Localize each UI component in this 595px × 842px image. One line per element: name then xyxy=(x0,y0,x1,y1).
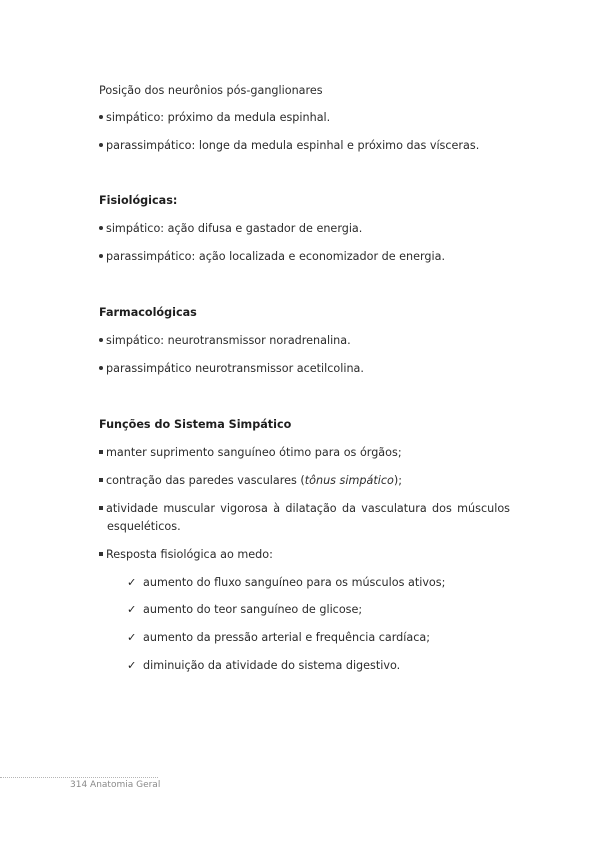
bullet-dot-icon xyxy=(99,115,103,119)
list-item-continuation: esqueléticos. xyxy=(107,520,181,533)
section-heading-fisiologicas: Fisiológicas: xyxy=(99,194,178,207)
checkmark-icon: ✓ xyxy=(127,631,137,644)
check-item: ✓ aumento do fluxo sanguíneo para os músculos ativos; xyxy=(127,576,446,589)
checkmark-icon: ✓ xyxy=(127,659,137,672)
list-item: parassimpático: longe da medula espinhal e próximo das vísceras. xyxy=(99,139,479,153)
bullet-dot-icon xyxy=(99,338,103,342)
section-heading-funcoes: Funções do Sistema Simpático xyxy=(99,418,292,431)
check-item: ✓ aumento da pressão arterial e frequência cardíaca; xyxy=(127,631,431,644)
intro-title: Posição dos neurônios pós-ganglionares xyxy=(99,84,323,97)
check-item: ✓ diminuição da atividade do sistema digestivo. xyxy=(127,659,401,672)
bullet-dot-icon xyxy=(99,366,103,370)
list-item: parassimpático neurotransmissor acetilcolina. xyxy=(99,362,364,376)
list-item: simpático: ação difusa e gastador de energia. xyxy=(99,222,362,236)
list-item: Resposta fisiológica ao medo: xyxy=(99,548,273,562)
list-item: atividade muscular vigorosa à dilatação da vasculatura dos músculos xyxy=(99,500,510,517)
page-footer: 314 Anatomia Geral xyxy=(70,780,161,790)
list-item: contração das paredes vasculares (tônus simpático); xyxy=(99,474,402,488)
bullet-dot-icon xyxy=(99,254,103,258)
bullet-dot-icon xyxy=(99,226,103,230)
list-item: simpático: próximo da medula espinhal. xyxy=(99,111,330,125)
bullet-dot-icon xyxy=(99,143,103,147)
footer-divider xyxy=(0,777,158,778)
list-item: parassimpático: ação localizada e economizador de energia. xyxy=(99,250,445,264)
bullet-square-icon xyxy=(99,506,103,510)
checkmark-icon: ✓ xyxy=(127,603,137,616)
list-item: simpático: neurotransmissor noradrenalina. xyxy=(99,334,351,348)
list-item: manter suprimento sanguíneo ótimo para os órgãos; xyxy=(99,446,402,460)
check-item: ✓ aumento do teor sanguíneo de glicose; xyxy=(127,603,363,616)
section-heading-farmacologicas: Farmacológicas xyxy=(99,306,197,319)
bullet-square-icon xyxy=(99,552,103,556)
bullet-square-icon xyxy=(99,478,103,482)
bullet-square-icon xyxy=(99,450,103,454)
checkmark-icon: ✓ xyxy=(127,576,137,589)
